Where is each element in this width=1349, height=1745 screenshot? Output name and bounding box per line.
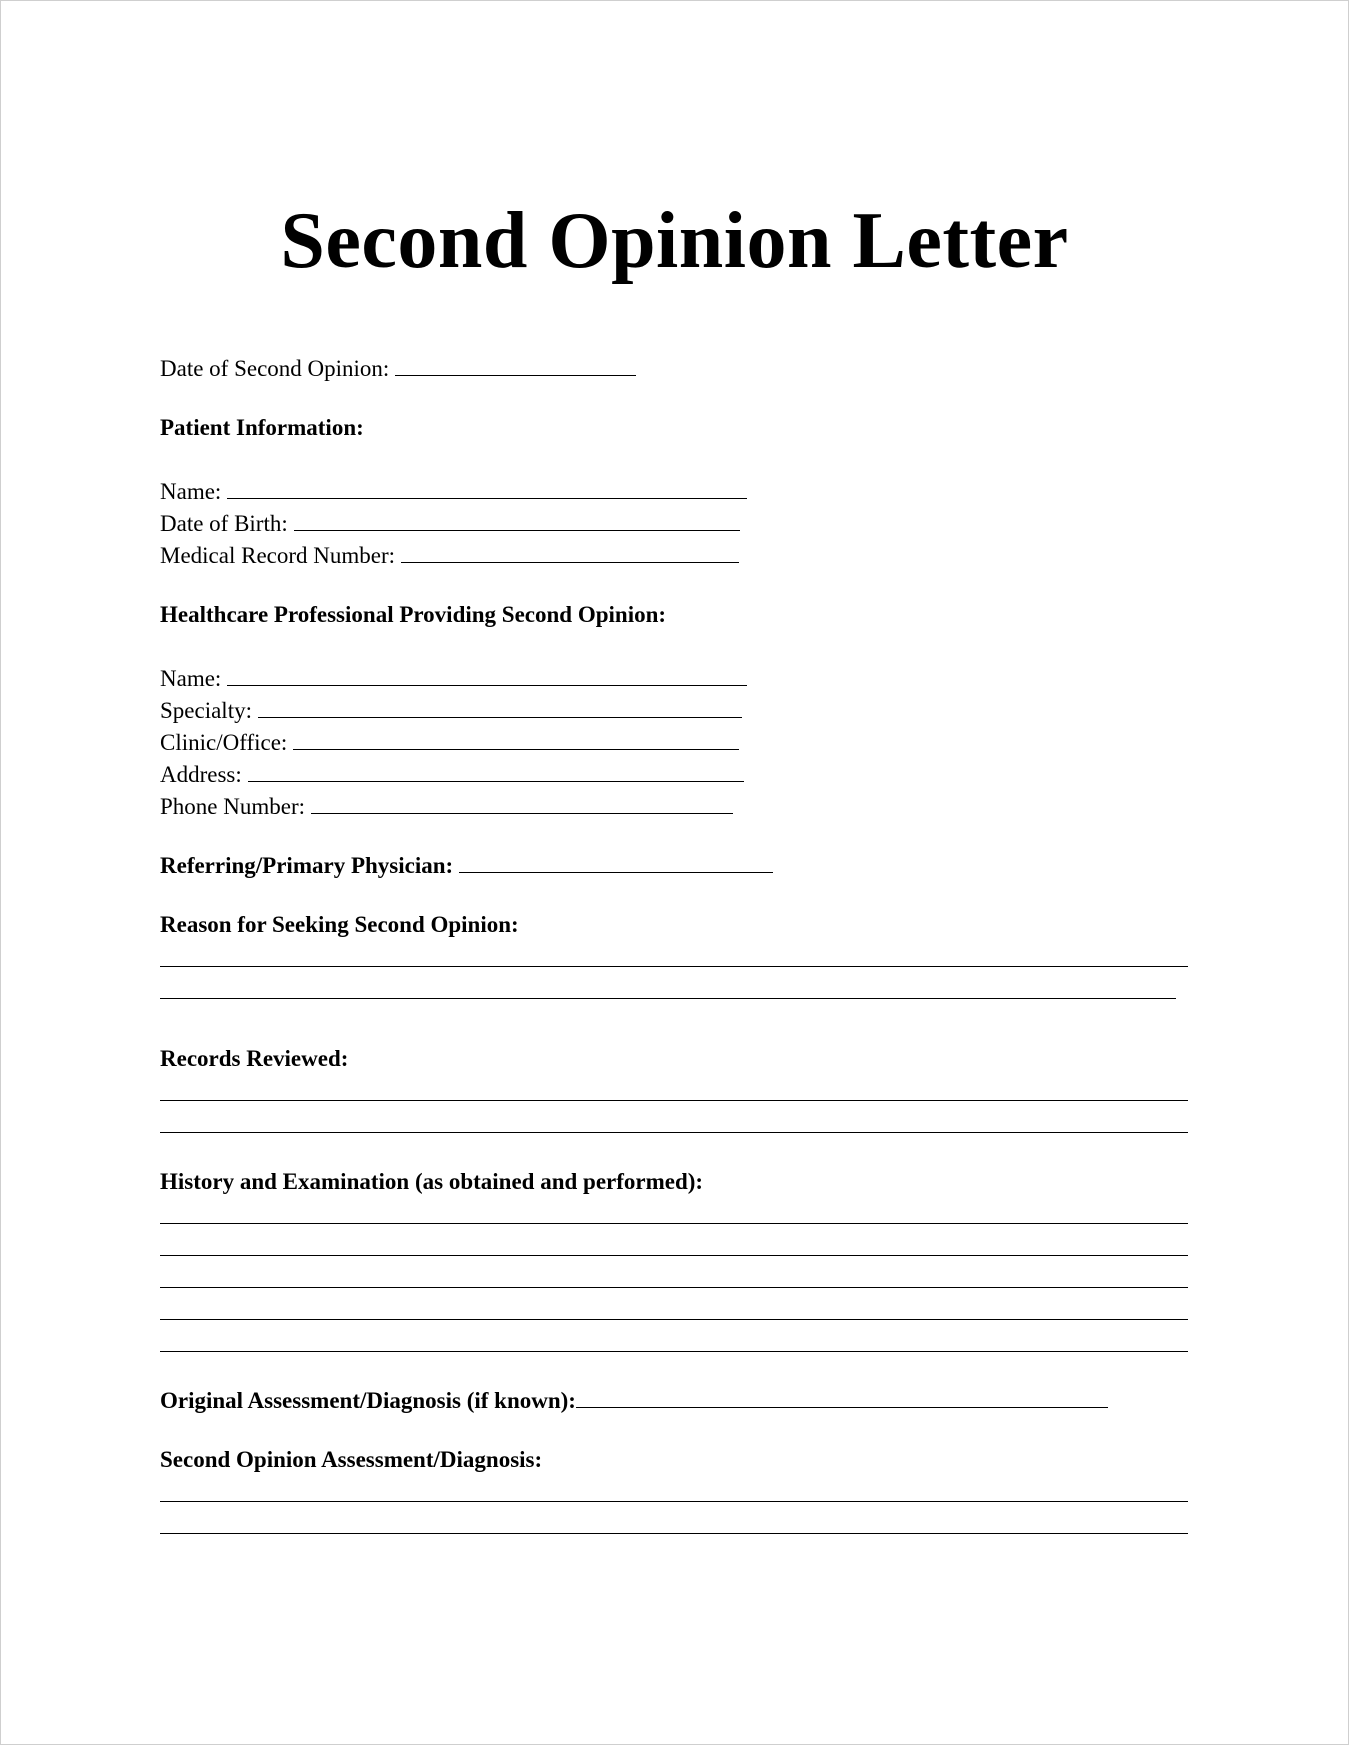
history-line-2[interactable]: [160, 1230, 1190, 1262]
professional-specialty-label: Specialty:: [160, 698, 252, 723]
history-line-4[interactable]: [160, 1294, 1190, 1326]
second-line-1[interactable]: [160, 1476, 1190, 1508]
records-line-2[interactable]: [160, 1107, 1190, 1139]
referring-label: Referring/Primary Physician:: [160, 853, 454, 878]
patient-mrn-field[interactable]: [401, 540, 739, 563]
original-label: Original Assessment/Diagnosis (if known):: [160, 1388, 576, 1413]
patient-name-label: Name:: [160, 479, 222, 504]
patient-mrn-label: Medical Record Number:: [160, 543, 396, 568]
referring-field[interactable]: [459, 850, 773, 873]
professional-address-field[interactable]: [248, 759, 744, 782]
professional-phone-field[interactable]: [311, 791, 733, 814]
professional-heading: Healthcare Professional Providing Second Opinion:: [160, 602, 667, 627]
date-label: Date of Second Opinion:: [160, 356, 390, 381]
professional-name-row: [160, 663, 1190, 695]
date-field[interactable]: [395, 353, 636, 376]
patient-mrn-row: [160, 540, 1190, 572]
second-line-2[interactable]: [160, 1508, 1190, 1540]
patient-dob-field[interactable]: [294, 508, 740, 531]
professional-phone-label: Phone Number:: [160, 794, 306, 819]
professional-specialty-field[interactable]: [258, 695, 742, 718]
history-line-5[interactable]: [160, 1326, 1190, 1358]
professional-address-label: Address:: [160, 762, 242, 787]
referring-row: [160, 850, 1190, 882]
professional-specialty-row: [160, 695, 1190, 727]
reason-line-1[interactable]: [160, 941, 1190, 973]
records-line-1[interactable]: [160, 1075, 1190, 1107]
professional-address-row: [160, 759, 1190, 791]
patient-name-field[interactable]: [227, 476, 747, 499]
professional-name-label: Name:: [160, 666, 222, 691]
professional-name-field[interactable]: [227, 663, 747, 686]
history-heading: History and Examination (as obtained and performed):: [160, 1169, 704, 1194]
patient-dob-label: Date of Birth:: [160, 511, 288, 536]
history-line-3[interactable]: [160, 1262, 1190, 1294]
document-title: Second Opinion Letter: [280, 197, 1069, 285]
patient-name-row: [160, 476, 1190, 508]
reason-heading: Reason for Seeking Second Opinion:: [160, 912, 519, 937]
original-row: [160, 1385, 1190, 1417]
professional-clinic-label: Clinic/Office:: [160, 730, 288, 755]
professional-phone-row: [160, 791, 1190, 823]
reason-line-2[interactable]: [160, 973, 1190, 1005]
professional-clinic-field[interactable]: [293, 727, 739, 750]
history-line-1[interactable]: [160, 1198, 1190, 1230]
second-heading: Second Opinion Assessment/Diagnosis:: [160, 1447, 543, 1472]
patient-heading: Patient Information:: [160, 415, 364, 440]
date-row: [160, 353, 1190, 385]
patient-dob-row: [160, 508, 1190, 540]
records-heading: Records Reviewed:: [160, 1046, 349, 1071]
professional-clinic-row: [160, 727, 1190, 759]
original-field[interactable]: [576, 1385, 1108, 1408]
form-body: [160, 353, 1190, 1540]
